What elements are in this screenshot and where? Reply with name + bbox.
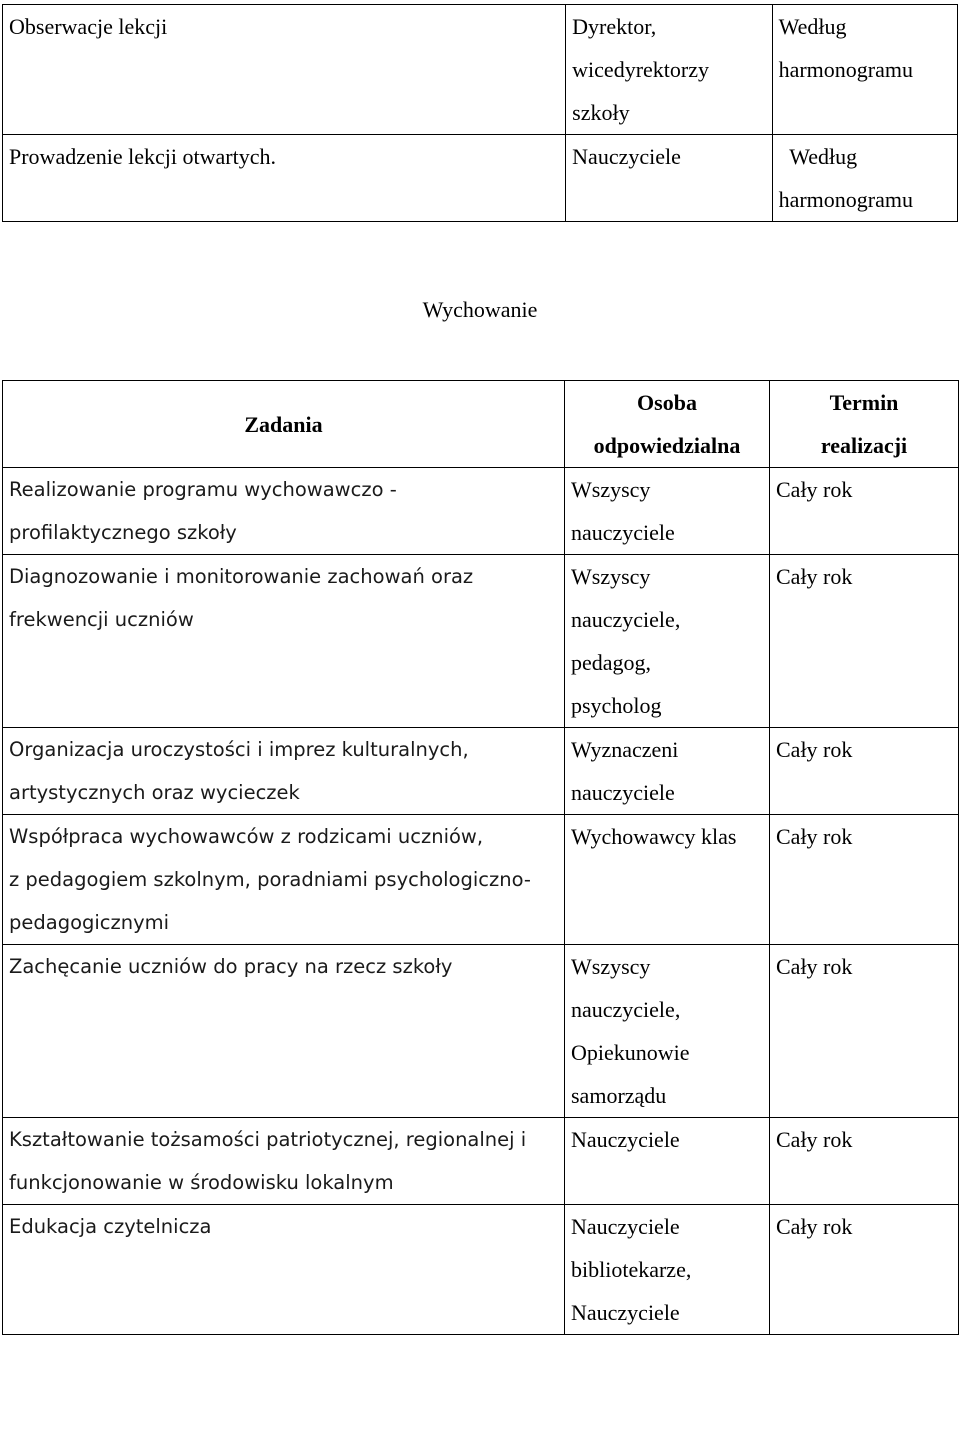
task-cell: Współpraca wychowawców z rodzicami uczniów, z pedagogiem szkolnym, poradniami psychologiczno- pedagogicznymi bbox=[3, 815, 565, 945]
task-cell: Organizacja uroczystości i imprez kulturalnych, artystycznych oraz wycieczek bbox=[3, 728, 565, 815]
responsible-cell: Dyrektor, wicedyrektorzy szkoły bbox=[566, 5, 772, 135]
section-title: Wychowanie bbox=[422, 297, 538, 322]
table-row bbox=[3, 815, 959, 945]
table-row bbox=[3, 135, 958, 222]
deadline-cell: Cały rok bbox=[770, 468, 959, 555]
header-responsible: Osoba odpowiedzialna bbox=[565, 381, 770, 468]
table-row bbox=[3, 1205, 959, 1335]
deadline-cell: Cały rok bbox=[770, 945, 959, 1118]
task-cell: Edukacja czytelnicza bbox=[3, 1205, 565, 1335]
responsible-cell: Wszyscy nauczyciele, Opiekunowie samorządu bbox=[565, 945, 770, 1118]
task-cell: Diagnozowanie i monitorowanie zachowań oraz frekwencji uczniów bbox=[3, 555, 565, 728]
responsible-cell: Wychowawcy klas bbox=[565, 815, 770, 945]
header-task: Zadania bbox=[3, 381, 565, 468]
deadline-cell: Cały rok bbox=[770, 815, 959, 945]
table-header bbox=[3, 381, 959, 468]
deadline-cell: Według harmonogramu bbox=[772, 135, 957, 222]
table-body bbox=[3, 468, 959, 1335]
deadline-cell: Cały rok bbox=[770, 1118, 959, 1205]
table-row bbox=[3, 468, 959, 555]
task-cell: Prowadzenie lekcji otwartych. bbox=[3, 135, 566, 222]
responsible-cell: Nauczyciele bbox=[565, 1118, 770, 1205]
responsible-cell: Wszyscy nauczyciele, pedagog, psycholog bbox=[565, 555, 770, 728]
deadline-cell: Według harmonogramu bbox=[772, 5, 957, 135]
header-row bbox=[3, 381, 959, 468]
header-deadline: Termin realizacji bbox=[770, 381, 959, 468]
table-row bbox=[3, 5, 958, 135]
top-table-body bbox=[3, 5, 958, 222]
table-row bbox=[3, 1118, 959, 1205]
responsible-cell: Wszyscy nauczyciele bbox=[565, 468, 770, 555]
table-row bbox=[3, 945, 959, 1118]
task-cell: Realizowanie programu wychowawczo - profilaktycznego szkoły bbox=[3, 468, 565, 555]
task-cell: Kształtowanie tożsamości patriotycznej, regionalnej i funkcjonowanie w środowisku lokalnym bbox=[3, 1118, 565, 1205]
deadline-cell: Cały rok bbox=[770, 555, 959, 728]
deadline-cell: Cały rok bbox=[770, 728, 959, 815]
responsible-cell: Nauczyciele bbox=[566, 135, 772, 222]
table-row bbox=[3, 728, 959, 815]
table-row bbox=[3, 555, 959, 728]
task-cell: Obserwacje lekcji bbox=[3, 5, 566, 135]
responsible-cell: Nauczyciele bibliotekarze, Nauczyciele bbox=[565, 1205, 770, 1335]
task-cell: Zachęcanie uczniów do pracy na rzecz szkoły bbox=[3, 945, 565, 1118]
deadline-cell: Cały rok bbox=[770, 1205, 959, 1335]
top-schedule-table bbox=[2, 4, 958, 222]
responsible-cell: Wyznaczeni nauczyciele bbox=[565, 728, 770, 815]
education-tasks-table bbox=[2, 380, 959, 1335]
